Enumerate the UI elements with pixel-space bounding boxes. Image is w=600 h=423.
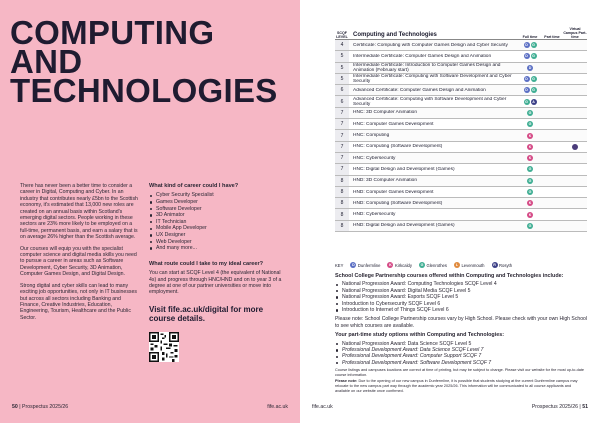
intro-paragraph: Strong digital and cyber skills can lead to many exciting job opportunities, not only in IT businesses but across all sectors including Banking and Finance, Creative Industries, Education, Engineering, Tourism, Healthcare and the Public Sector. <box>20 282 137 321</box>
row-level: 8 <box>335 209 349 219</box>
part-time-list <box>335 341 587 367</box>
key-item-label: Levenmouth <box>461 262 485 268</box>
page-title <box>10 14 278 109</box>
campus-badge-d: D <box>525 88 528 93</box>
key-item-label: Glenrothes <box>426 262 447 268</box>
campus-badge-g: G <box>528 167 532 172</box>
campus-badge-g: G <box>528 122 532 127</box>
row-course-title[interactable]: HND: Digital Design and Development (Games) <box>353 223 455 229</box>
footer-title: Prospectus 2025/26 | <box>531 404 581 410</box>
key-item-label: Kirkcaldy <box>394 262 412 268</box>
row-course-title[interactable]: HNC: Computing (Software Development) <box>353 144 443 150</box>
table-header <box>335 24 587 40</box>
intro-paragraph: Our courses will equip you with the specialist computer science and digital media skills you need to pursue a career in areas such as Software Development, Cyber Security, 3D Animation, Computer Games Design, and Digital Design. <box>20 245 137 278</box>
row-course-title[interactable]: HND: Cybersecurity <box>353 212 396 218</box>
key-item <box>492 262 513 268</box>
school-item: Introduction to Internet of Things SCQF Level 6 <box>335 307 587 313</box>
row-course-title[interactable]: Advanced Certificate: Computer Games Design and Animation <box>353 87 486 93</box>
row-level: 8 <box>335 187 349 197</box>
intro-column <box>20 183 140 326</box>
campus-badge-k: K <box>528 212 532 217</box>
career-item: Mobile App Developer <box>149 225 284 232</box>
row-course-title[interactable]: Intermediate Certificate: Computing with Software Development and Cyber Security <box>353 74 512 85</box>
table-row <box>335 40 587 51</box>
page-number: 50 <box>12 404 18 410</box>
row-full-time <box>519 53 541 59</box>
row-course-title[interactable]: Intermediate Certificate: Computer Games Design and Animation <box>353 53 492 59</box>
career-item: Cyber Security Specialist <box>149 192 284 199</box>
ideal-route-text: You can start at SCQF Level 4 (the equivalent of National 4s) and progress through HNC/HND and on to year 3 of a degree at one of our partner universities or move into employment. <box>149 270 282 296</box>
school-note: Please note: School College Partnership courses vary by High School. Please check with your own High School to see which courses are available. <box>335 316 587 329</box>
campus-badge-d: D <box>528 65 532 70</box>
part-time-heading: Your part-time study options within Computing and Technologies: <box>335 332 504 339</box>
career-item: And many more... <box>149 245 284 252</box>
career-item: UX Designer <box>149 232 284 239</box>
career-heading: What kind of career could I have? <box>149 183 239 189</box>
table-row <box>335 51 587 62</box>
info-section <box>335 270 587 395</box>
campus-badge-g: G <box>532 54 535 59</box>
table-row <box>335 164 587 175</box>
key-item <box>419 262 447 268</box>
row-full-time <box>519 65 541 71</box>
campus-badge-g: G <box>528 178 532 183</box>
campus-badge-g: G <box>532 43 535 48</box>
row-full-time <box>519 144 541 150</box>
row-full-time <box>519 42 541 48</box>
campus-key <box>335 262 512 268</box>
table-row <box>335 153 587 164</box>
row-course-title[interactable]: HND: Computing (Software Development) <box>353 200 443 206</box>
col-part-time: Part time <box>544 35 560 39</box>
part-time-item-text: Professional Development Award: Computer Support SCQF 7 <box>342 353 482 360</box>
career-column <box>149 183 284 362</box>
key-badge-g: G <box>420 263 424 267</box>
campus-badge-g: G <box>528 223 532 228</box>
table-body <box>335 40 587 232</box>
col-title: Computing and Technologies <box>353 32 437 38</box>
table-row <box>335 176 587 187</box>
row-course-title[interactable]: HNC: Computing <box>353 133 390 139</box>
col-level: SCQF LEVEL <box>336 31 348 39</box>
career-item: 3D Animator <box>149 212 284 219</box>
key-badge-d: D <box>352 263 355 267</box>
part-time-item-text: Professional Development Award: Data Science SCQF Level 7 <box>342 347 484 354</box>
row-full-time <box>519 110 541 116</box>
row-full-time <box>519 223 541 229</box>
course-table <box>335 24 587 232</box>
row-course-title[interactable]: Intermediate Certificate: Introduction to Computer Games Design and Animation (February start) <box>353 62 501 73</box>
row-course-title[interactable]: HNC: Digital Design and Development (Games) <box>353 166 455 172</box>
row-full-time <box>519 178 541 184</box>
row-level: 8 <box>335 221 349 231</box>
row-course-title[interactable]: HND: 3D Computer Animation <box>353 178 417 184</box>
footer-left <box>12 404 68 410</box>
row-level: 7 <box>335 142 349 152</box>
key-item-label: Dunfermline <box>357 262 381 268</box>
table-row <box>335 108 587 119</box>
course-listing-note: Course listings and campuses locations are correct at time of printing, but may be subject to change. Please visit our website for the most up-to-date course information. <box>335 368 585 377</box>
campus-badge-g: G <box>528 110 532 115</box>
table-row <box>335 74 587 85</box>
row-level: 8 <box>335 198 349 208</box>
school-list <box>335 281 587 313</box>
row-level: 7 <box>335 153 349 163</box>
campus-badge-d: D <box>525 54 528 59</box>
note-text: Due to the opening of our new campus in Dunfermline, it is possible that students studying at the current Dunfermline campus may relocate to the new campus part way through the academic year 2025/26. This information will be communicated to all course applicants and available on our website once confirmed. <box>335 379 578 393</box>
row-full-time <box>519 166 541 172</box>
row-course-title[interactable]: Advanced Certificate: Computing with Software Development and Cyber Security <box>353 96 507 107</box>
row-level: 8 <box>335 176 349 186</box>
footer-site[interactable]: fife.ac.uk <box>312 404 333 410</box>
row-level: 7 <box>335 130 349 140</box>
campus-badge-a: A <box>532 99 535 104</box>
school-item: National Progression Award: Computing Technologies SCQF Level 4 <box>335 281 587 287</box>
footer-title: | Prospectus 2025/26 <box>19 404 69 410</box>
key-items <box>350 262 512 268</box>
table-row <box>335 85 587 96</box>
career-item: IT Technician <box>149 219 284 226</box>
campus-badge-d: D <box>525 77 528 82</box>
row-course-title[interactable]: HNC: 3D Computer Animation <box>353 110 417 116</box>
key-badge-r: R <box>493 263 496 267</box>
table-row <box>335 142 587 153</box>
school-item: National Progression Award: Digital Media SCQF Level 5 <box>335 288 587 294</box>
row-level: 6 <box>335 85 349 95</box>
col-full-time: Full time <box>522 35 538 39</box>
campus-badge-g: G <box>532 88 535 93</box>
key-badge-k: K <box>389 263 392 267</box>
career-item: Web Developer <box>149 239 284 246</box>
part-time-item-text: Professional Development Award: Software Development SCQF 7 <box>342 359 492 366</box>
footer-site[interactable]: fife.ac.uk <box>267 404 288 410</box>
row-full-time <box>519 200 541 206</box>
school-item: National Progression Award: Esports SCQF Level 5 <box>335 294 587 300</box>
row-full-time <box>519 121 541 127</box>
row-full-time <box>519 76 541 82</box>
career-list <box>149 192 284 251</box>
table-row <box>335 198 587 209</box>
row-level: 7 <box>335 119 349 129</box>
title-line: COMPUTING <box>10 14 215 51</box>
row-level: 5 <box>335 74 349 84</box>
row-level: 7 <box>335 108 349 118</box>
virtual-campus-badge <box>572 144 578 150</box>
right-page <box>300 0 600 423</box>
campus-badge-k: K <box>528 156 532 161</box>
row-level: 4 <box>335 40 349 50</box>
col-virtual-campus: Virtual Campus Part-time <box>563 27 587 39</box>
title-line: TECHNOLOGIES <box>10 72 278 109</box>
row-virtual-campus <box>563 144 587 150</box>
key-item <box>387 262 412 268</box>
visit-link[interactable]: Visit fife.ac.uk/digital for more course details. <box>149 304 264 324</box>
campus-badge-k: K <box>528 201 532 206</box>
table-row <box>335 187 587 198</box>
career-item: Games Developer <box>149 199 284 206</box>
ideal-route-heading: What route could I take to my ideal career? <box>149 260 264 267</box>
row-course-title[interactable]: HNC: Computer Games Development <box>353 121 434 127</box>
title-line: AND <box>10 43 83 80</box>
note-label: Please note: <box>335 379 358 384</box>
row-course-title[interactable]: Certificate: Computing with Computer Games Design and Cyber Security <box>353 42 508 48</box>
school-heading: School College Partnership courses offered within Computing and Technologies include: <box>335 273 564 279</box>
campus-badge-k: K <box>528 144 532 149</box>
table-row <box>335 221 587 232</box>
row-level: 7 <box>335 164 349 174</box>
key-item <box>350 262 380 268</box>
campus-badge-d: D <box>525 43 528 48</box>
row-course-title[interactable]: HND: Computer Games Development <box>353 189 434 195</box>
campus-badge-g: G <box>532 77 535 82</box>
key-label: KEY <box>335 262 344 268</box>
table-row <box>335 119 587 130</box>
footer-right <box>532 404 588 410</box>
row-level: 5 <box>335 51 349 61</box>
campus-badge-g: G <box>528 190 532 194</box>
table-row <box>335 96 587 107</box>
row-course-title[interactable]: HNC: Cybersecurity <box>353 155 396 161</box>
campus-badge-g: G <box>525 99 528 104</box>
intro-paragraph: There has never been a better time to consider a career in Digital, Computing and Cyber. In an industry that contributes nearly £5bn to the Scottish economy, it's estimated that 13,000 new roles are created on an annual basis within Scotland's emerging digital sectors. People working in these sectors are 23% more likely to be employed on a full-time, permanent basis, and earn a salary that is on average 26% higher than the Scottish average. <box>20 183 138 241</box>
table-row <box>335 130 587 141</box>
row-full-time <box>519 212 541 218</box>
part-time-item <box>335 360 587 366</box>
key-item <box>454 262 485 268</box>
row-full-time <box>519 87 541 93</box>
school-item: Introduction to Cybersecurity SCQF Level 6 <box>335 301 587 307</box>
key-badge-l: L <box>455 263 459 267</box>
row-level: 5 <box>335 63 349 73</box>
part-time-item: National Progression Award: Data Science SCQF Level 5 <box>335 341 587 347</box>
row-full-time <box>519 189 541 195</box>
row-level: 6 <box>335 96 349 106</box>
campus-badge-k: K <box>528 133 532 138</box>
page-number: 51 <box>582 404 588 410</box>
qr-code[interactable] <box>149 332 179 362</box>
qr-code-image <box>149 332 179 362</box>
row-full-time <box>519 133 541 139</box>
row-full-time <box>519 155 541 161</box>
campus-relocation-note <box>335 379 587 393</box>
table-row <box>335 209 587 220</box>
table-row <box>335 63 587 74</box>
row-full-time <box>519 99 541 105</box>
career-item: Software Developer <box>149 206 284 213</box>
key-item-label: Rosyth <box>499 262 513 268</box>
